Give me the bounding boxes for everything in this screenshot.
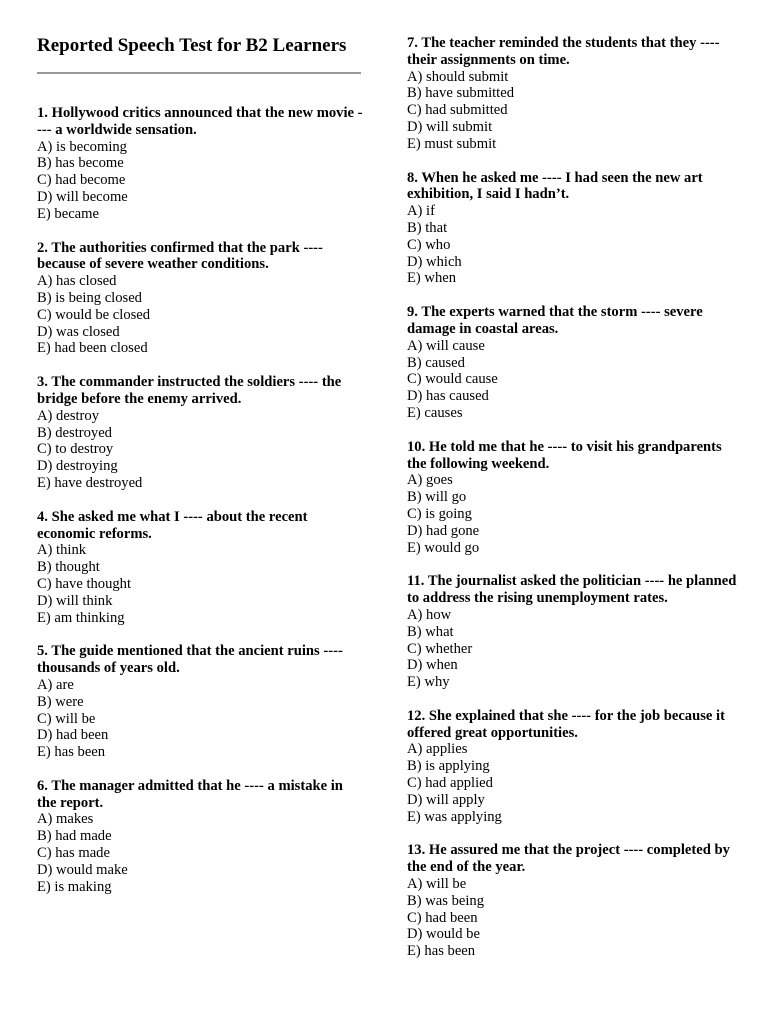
document-title: Reported Speech Test for B2 Learners bbox=[37, 35, 347, 56]
option-e: E) has been bbox=[37, 744, 106, 761]
option-d: D) had gone bbox=[407, 522, 480, 539]
option-a: A) will cause bbox=[407, 337, 485, 354]
option-a: A) are bbox=[37, 676, 74, 693]
question-11 bbox=[407, 573, 737, 691]
option-a: A) how bbox=[407, 606, 452, 623]
option-c: C) had been bbox=[407, 909, 478, 926]
question-text: 8. When he asked me ---- I had seen the new art exhibition, I said I hadn’t. bbox=[407, 169, 703, 203]
option-c: C) to destroy bbox=[37, 441, 114, 458]
question-5 bbox=[37, 643, 363, 761]
option-a: A) makes bbox=[37, 811, 94, 828]
question-text: 4. She asked me what I ---- about the recent economic reforms. bbox=[37, 508, 308, 542]
option-b: B) what bbox=[407, 623, 454, 640]
title-divider bbox=[37, 72, 361, 74]
option-d: D) which bbox=[407, 253, 462, 270]
option-b: B) had made bbox=[37, 828, 112, 845]
option-c: C) had submitted bbox=[407, 102, 508, 119]
option-e: E) have destroyed bbox=[37, 474, 143, 491]
option-c: C) who bbox=[407, 236, 451, 253]
option-e: E) had been closed bbox=[37, 340, 148, 357]
option-c: C) had applied bbox=[407, 775, 493, 792]
question-4 bbox=[37, 509, 363, 627]
option-b: B) destroyed bbox=[37, 424, 112, 441]
option-d: D) will apply bbox=[407, 791, 485, 808]
option-c: C) would cause bbox=[407, 371, 498, 388]
question-text: 12. She explained that she ---- for the job because it offered great opportunities. bbox=[407, 707, 725, 741]
option-e: E) is making bbox=[37, 878, 112, 895]
option-b: B) is being closed bbox=[37, 289, 142, 306]
question-13 bbox=[407, 842, 737, 960]
question-text: 10. He told me that he ---- to visit his grandparents the following weekend. bbox=[407, 438, 722, 472]
option-d: D) will become bbox=[37, 188, 128, 205]
option-b: B) thought bbox=[37, 559, 100, 576]
question-text: 13. He assured me that the project ---- completed by the end of the year. bbox=[407, 842, 730, 876]
option-d: D) had been bbox=[37, 727, 109, 744]
question-6 bbox=[37, 778, 363, 896]
option-b: B) was being bbox=[407, 892, 485, 909]
question-2 bbox=[37, 240, 363, 358]
option-d: D) would make bbox=[37, 861, 128, 878]
option-b: B) is applying bbox=[407, 758, 490, 775]
question-text: 3. The commander instructed the soldiers ---- the bridge before the enemy arrived. bbox=[37, 374, 342, 407]
option-c: C) is going bbox=[407, 505, 472, 522]
option-a: A) destroy bbox=[37, 407, 100, 424]
option-d: D) destroying bbox=[37, 458, 118, 475]
option-a: A) think bbox=[37, 542, 87, 559]
option-c: C) will be bbox=[37, 710, 96, 727]
option-a: A) is becoming bbox=[37, 138, 127, 155]
question-7 bbox=[407, 35, 737, 153]
option-e: E) causes bbox=[407, 404, 463, 421]
question-text: 5. The guide mentioned that the ancient ruins ---- thousands of years old. bbox=[37, 643, 343, 677]
option-d: D) would be bbox=[407, 926, 480, 943]
questions-left bbox=[37, 105, 363, 912]
option-e: E) has been bbox=[407, 943, 476, 960]
option-d: D) will submit bbox=[407, 118, 493, 135]
question-text: 11. The journalist asked the politician ---- he planned to address the rising unemployment rates. bbox=[407, 573, 737, 607]
option-d: D) has caused bbox=[407, 388, 489, 405]
question-8 bbox=[407, 170, 737, 288]
option-c: C) have thought bbox=[37, 575, 132, 592]
option-c: C) has made bbox=[37, 845, 110, 862]
question-10 bbox=[407, 439, 737, 557]
question-9 bbox=[407, 304, 737, 422]
option-e: E) why bbox=[407, 674, 450, 691]
question-12 bbox=[407, 708, 737, 826]
option-e: E) was applying bbox=[407, 808, 502, 825]
question-text: 6. The manager admitted that he ---- a mistake in the report. bbox=[37, 777, 343, 811]
option-a: A) has closed bbox=[37, 273, 117, 290]
option-a: A) if bbox=[407, 203, 435, 220]
option-e: E) when bbox=[407, 270, 457, 287]
option-a: A) should submit bbox=[407, 68, 509, 85]
option-b: B) that bbox=[407, 219, 448, 236]
option-e: E) became bbox=[37, 205, 99, 222]
option-d: D) was closed bbox=[37, 323, 120, 340]
option-a: A) will be bbox=[407, 876, 467, 893]
option-b: B) have submitted bbox=[407, 85, 515, 102]
question-text: 1. Hollywood critics announced that the new movie ---- a worldwide sensation. bbox=[37, 105, 363, 138]
option-c: C) would be closed bbox=[37, 306, 151, 323]
option-e: E) am thinking bbox=[37, 609, 125, 626]
question-1 bbox=[37, 105, 363, 223]
option-b: B) will go bbox=[407, 489, 467, 506]
option-e: E) must submit bbox=[407, 135, 497, 152]
question-3 bbox=[37, 374, 363, 492]
option-a: A) goes bbox=[407, 472, 453, 489]
question-text: 7. The teacher reminded the students that they ---- their assignments on time. bbox=[407, 35, 720, 68]
option-b: B) has become bbox=[37, 155, 124, 172]
option-b: B) were bbox=[37, 693, 84, 710]
option-e: E) would go bbox=[407, 539, 480, 556]
option-b: B) caused bbox=[407, 354, 465, 371]
right-column bbox=[407, 35, 737, 977]
option-d: D) will think bbox=[37, 592, 113, 609]
option-c: C) had become bbox=[37, 172, 126, 189]
question-text: 2. The authorities confirmed that the park ---- because of severe weather conditions. bbox=[37, 239, 323, 273]
question-text: 9. The experts warned that the storm ---- severe damage in coastal areas. bbox=[407, 304, 703, 337]
option-d: D) when bbox=[407, 657, 458, 674]
option-c: C) whether bbox=[407, 640, 473, 657]
option-a: A) applies bbox=[407, 741, 468, 758]
